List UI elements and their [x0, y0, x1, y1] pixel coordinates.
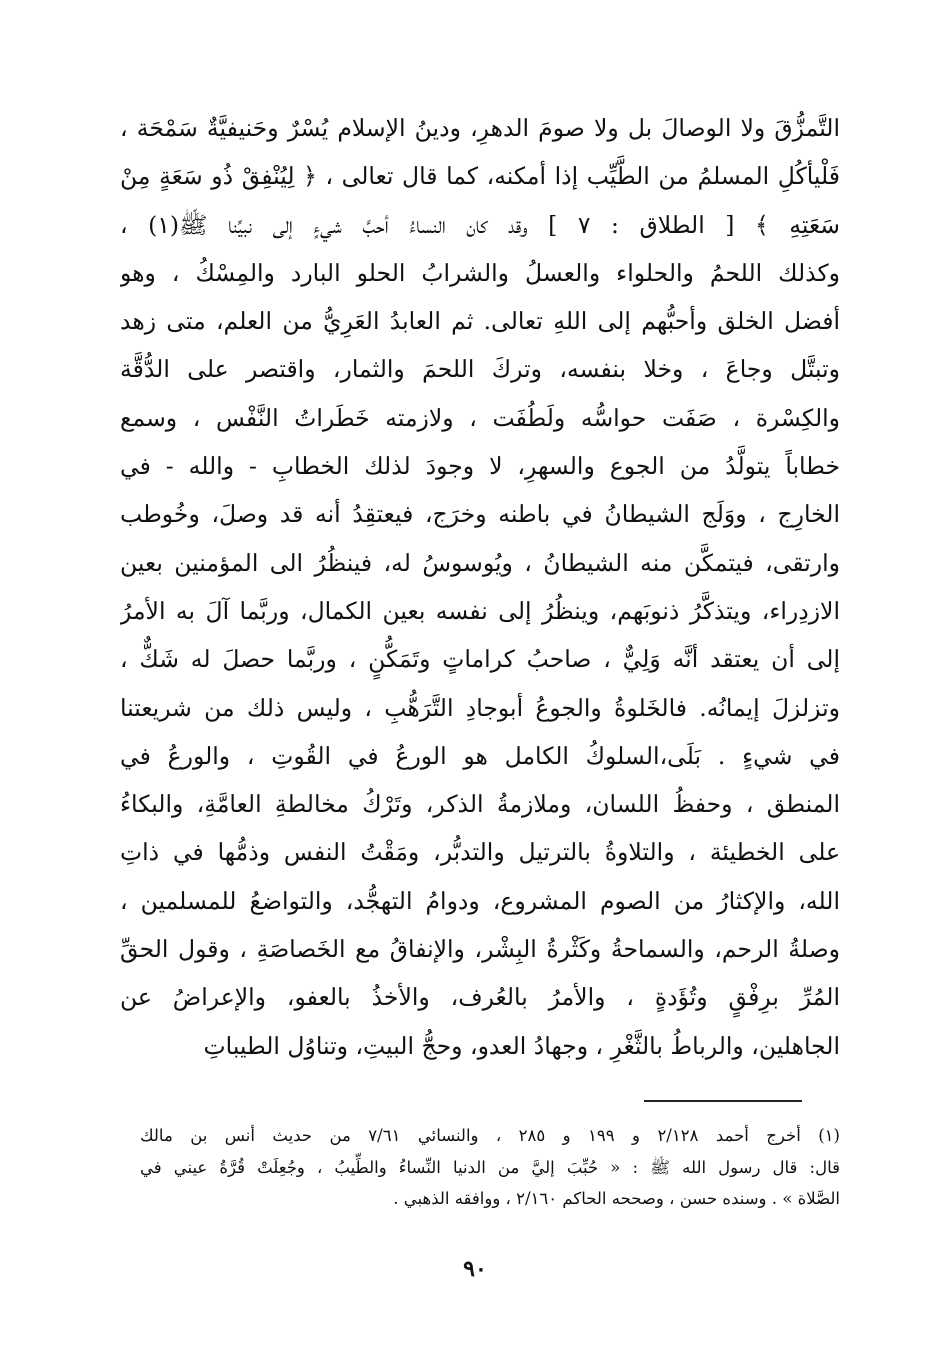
footnote-line: (١) أخرج أحمد ٢/١٢٨ و ١٩٩ و ٢٨٥ ، والنسائي ٧/٦١ من حديث أنس بن مالك [140, 1126, 840, 1145]
text-line: والكِسْرة ، صَفَت حواسُّه ولَطُفَت ، ولازمته خَطَراتُ النَّفْس ، وسمع [120, 403, 840, 432]
text-line: وارتقى، فيتمكَّن منه الشيطانُ ، ويُوسوسُ له، فينظُرُ الى المؤمنين بعين [120, 548, 840, 577]
footnote-line: قال: قال رسول الله ﷺ : « حُبِّبَ إليَّ من الدنيا النِّساءُ والطِّيبُ ، وجُعِلَتْ قُرَّةُ عيني في [140, 1157, 840, 1177]
footnote-separator [644, 1100, 802, 1102]
text-line: الخارِج ، ووَلَج الشيطانُ في باطنه وخرَج، فيعتقِدُ أنه قد وصلَ، وخُوطب [120, 500, 840, 529]
text-line: الله، والإكثارُ من الصوم المشروع، ودوامُ التهجُّد، والتواضعُ للمسلمين ، [120, 886, 840, 915]
page-number: ٩٠ [463, 1256, 487, 1282]
text-line: وتزلزلَ إيمانُه. فالخَلوةُ والجوعُ أبوجادِ التَّرَهُّبِ ، وليس ذلك من شريعتنا [120, 693, 840, 722]
text-line: وصلةُ الرحم، والسماحةُ وكَثْرةُ البِشْر، والإنفاقُ مع الخَصاصَةِ ، وقول الحقِّ [120, 935, 840, 964]
text-line: في شيءٍ . بَلَى،السلوكُ الكامل هو الورعُ في القُوتِ ، والورعُ في [120, 741, 840, 770]
text-line: سَعَتِهِ ﴾ [ الطلاق : ٧ ] وقد كان النساءُ أحبَّ شيءٍ إلى نبيِّنا ﷺ(١) ، [120, 210, 840, 239]
text-line: الجاهلين، والرباطُ بالثَّغْرِ ، وجهادُ العدو، وحجُّ البيتِ، وتناوُل الطيباتِ [203, 1031, 840, 1060]
text-line: المنطق ، وحفظُ اللسان، وملازمةُ الذكر، وتَرْكُ مخالطةِ العامَّةِ، والبكاءُ [120, 790, 840, 819]
text-line: خطاباً يتولَّدُ من الجوع والسهرِ، لا وجودَ لذلك الخطابِ - والله - في [120, 452, 840, 481]
footnotes [140, 1120, 840, 1215]
text-line: إلى أن يعتقد أنَّه وَلِيٌّ ، صاحبُ كراماتٍ وتَمَكُّنٍ ، وربَّما حصلَ له شَكٌّ ، [120, 645, 840, 674]
footnote-line: الصَّلاة » . وسنده حسن ، وصححه الحاكم ٢/١٦٠ ، ووافقه الذهبي . [393, 1189, 840, 1208]
text-line: وتبتَّل وجاعَ ، وخلا بنفسه، وتركَ اللحمَ والثمار، واقتصر على الدُّقَّة [120, 355, 840, 384]
text-line: فَلْيأكُلِ المسلمُ من الطَّيِّب إذا أمكنه، كما قال تعالى ، ﴿ لِيُنْفِقْ ذُو سَعَةٍ مِنْ [120, 162, 840, 191]
text-line: على الخطيئة ، والتلاوةُ بالترتيل والتدبُّر، ومَقْتُ النفس وذمُّها في ذاتِ [120, 838, 840, 867]
text-line: التَّمزُّقَ ولا الوصالَ بل ولا صومَ الدهرِ، ودينُ الإسلام يُسْرٌ وحَنيفيَّةٌ سَمْحَة ، [120, 114, 840, 142]
main-text [120, 104, 840, 1070]
text-line: الازدِراء، ويتذكَّرُ ذنوبَهم، وينظُرُ إلى نفسه بعين الكمال، وربَّما آلَ به الأمرُ [120, 596, 840, 625]
text-line: وكذلك اللحمُ والحلواء والعسلُ والشرابُ الحلو البارد والمِسْكُ ، وهو [120, 258, 840, 287]
text-line: المُرِّ برِفْقٍ وتُؤَدةٍ ، والأمرُ بالعُرف، والأخذُ بالعفو، والإعراضُ عن [120, 983, 840, 1012]
text-line: أفضل الخلق وأحبُّهم إلى اللهِ تعالى. ثم العابدُ العَرِيُّ من العلم، متى زهد [120, 307, 840, 336]
